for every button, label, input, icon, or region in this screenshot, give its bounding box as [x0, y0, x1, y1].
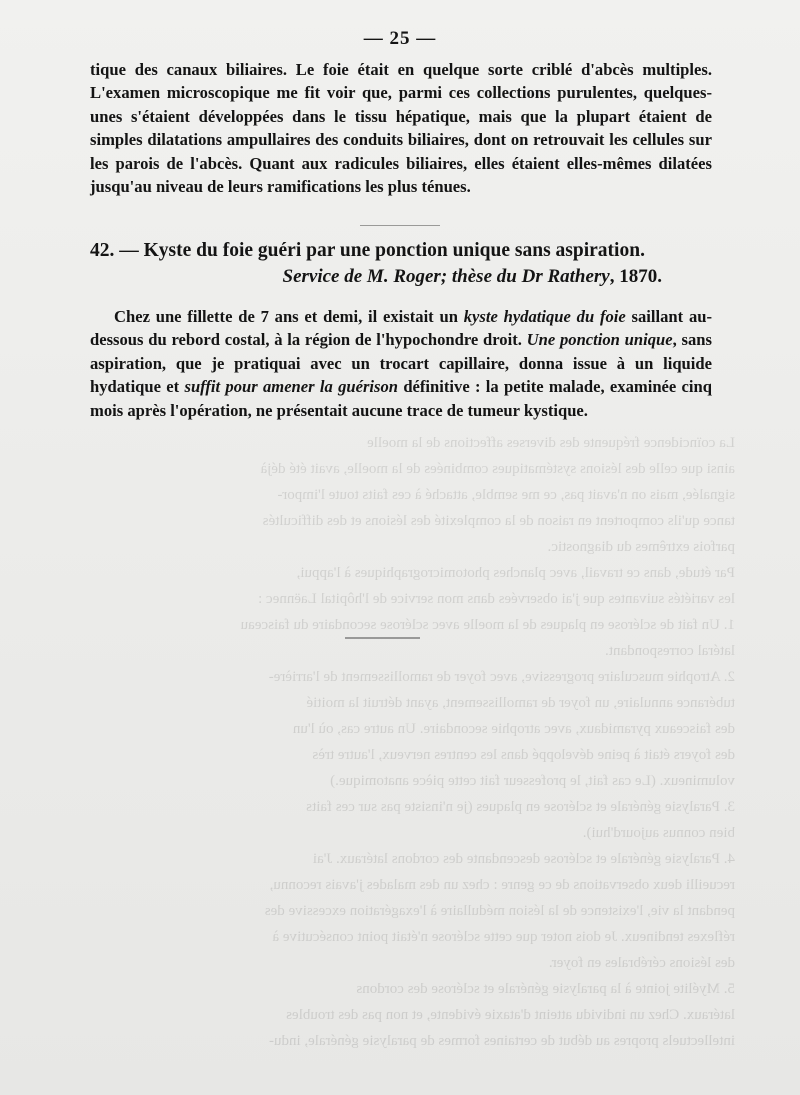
case-text-d: Une ponction unique [526, 330, 673, 350]
case-text-c: saillant au-dessous du rebord costal, à la région de l'hypochondre droit. [90, 307, 712, 350]
case-paragraph [90, 305, 712, 422]
paragraph-continued: tique des canaux biliaires. Le foie était en quelque sorte criblé d'abcès multiples. L'examen microscopique me fit voir que, parmi ces collections purulentes, quelques-unes s'étaient développées dans le tissu hépatique, mais que la plupart étaient de simples dilatations ampullaires des conduits biliaires, dont on retrouvait les cellules sur les parois de l'abcès. Quant aux radicules biliaires, elles étaient elles-mêmes dilatées jusqu'au niveau de leurs ramifications les plus ténues. [90, 60, 712, 197]
bleed-through-text: La coïncidence fréquente des diverses affections de la moelle ainsi que celle des lésions systématiques combinées de la moelle, avait été déjà signalée, mais on n'avait pas, ce me semble, attaché à ces faits toute l'impor- tance qu'ils comportent en raison de la complexité des lésions et des difficultés parfois extrêmes du diagnostic. Par étude, dans ce travail, avec planches photomicrographiques à l'appui, les variétés suivantes que j'ai observées dans mon service de l'hôpital Laënnec : 1. Un fait de sclérose en plaques de la moelle avec sclérose secondaire du faisceau latéral correspondant. 2. Atrophie musculaire progressive, avec foyer de ramollissement de l'arrière- tubérance annulaire, un foyer de ramollissement, ayant détruit la moitié des faisceaux pyramidaux, avec atrophie secondaire. Un autre cas, où l'un des foyers était à peine développé dans les centres nerveux, l'autre très volumineux. (Le cas fait, le professeur fait cette pièce anatomique.) 3. Paralysie générale et sclérose en plaques (je n'insiste pas sur ces faits bien connus aujourd'hui). 4. Paralysie générale et sclérose descendante des cordons latéraux. J'ai recueilli deux observations de ce genre : chez un des malades j'avais reconnu, pendant la vie, l'existence de la lésion médullaire à l'exagération excessive des réflexes tendineux. Je dois noter que cette sclérose n'était point consécutive à des lésions cérébrales en foyer. 5. Myélite jointe à la paralysie générale et sclérose des cordons latéraux. Chez un individu atteint d'ataxie évidente, et non pas des troubles intellectuels propres au début de certaines formes de paralysie générale, indu- [240, 435, 735, 1049]
section-divider [360, 225, 440, 226]
case-text-f: suffit pour amener la guérison [184, 377, 399, 397]
case-title: 42. — Kyste du foie guéri par une ponction unique sans aspiration. [90, 240, 645, 261]
case-text-g: définitive : la petite malade, examinée cinq mois après l'opération, ne présentait aucune trace de tumeur kystique. [90, 377, 712, 420]
case-text-e: , sans aspiration, que je pratiquai avec un trocart capillaire, donna issue à un liquide hydatique et [90, 330, 712, 397]
case-text-b: kyste hydatique du foie [463, 307, 626, 326]
doctor-name: Dr Rathery [521, 266, 610, 287]
service-prefix: Service de [282, 266, 363, 287]
thesis-text: thèse du [451, 266, 517, 287]
page-number: — 25 — [363, 28, 437, 49]
service-name: M. Roger; [366, 266, 448, 287]
case-source [90, 264, 662, 289]
case-year: , 1870. [609, 266, 662, 287]
bleed-through-rule [345, 637, 420, 639]
case-text-a: Chez une fillette de 7 ans et demi, il existait un [114, 307, 464, 326]
